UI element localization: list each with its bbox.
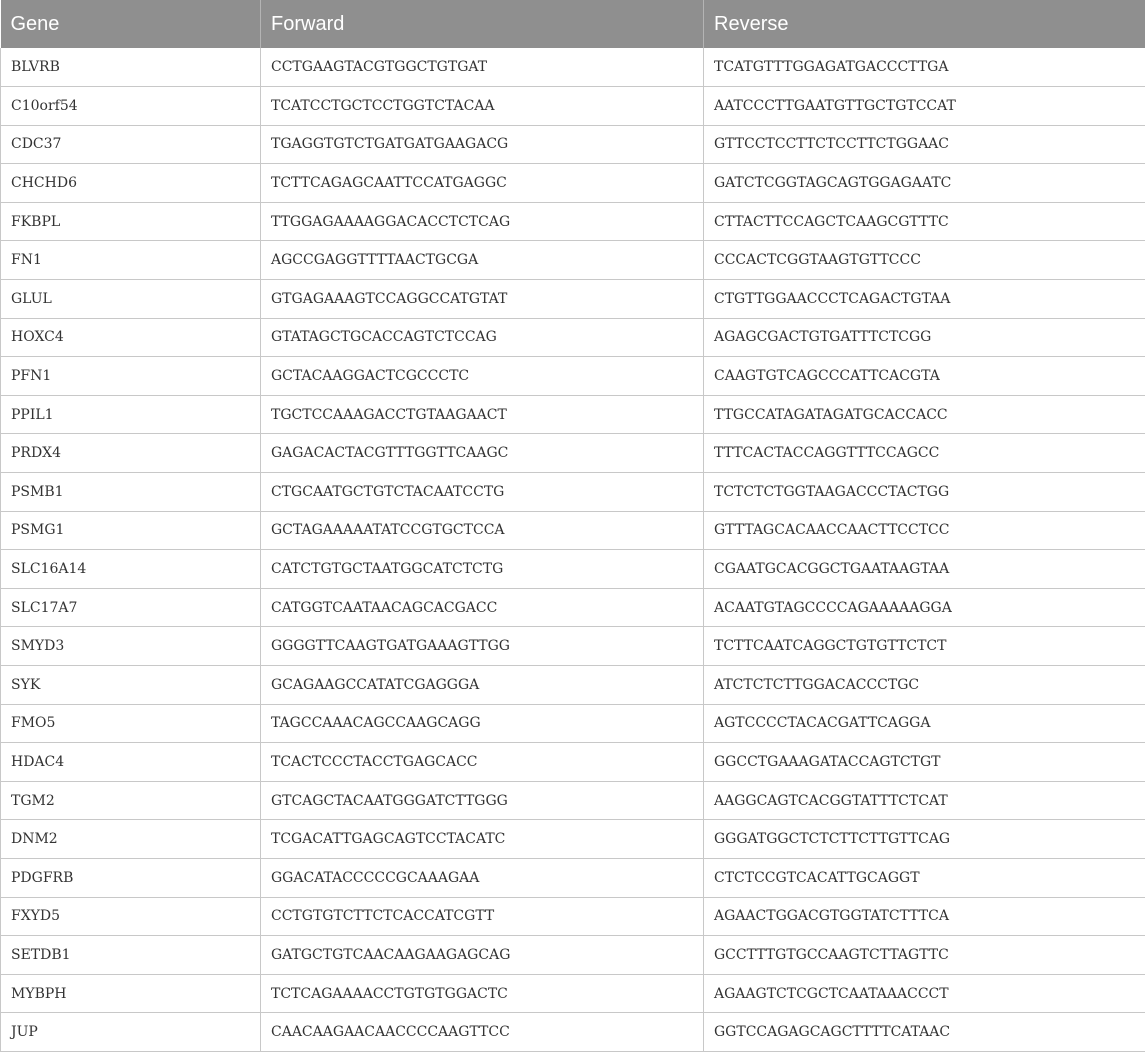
forward-primer-cell: GGGGTTCAAGTGATGAAAGTTGG [261, 627, 704, 666]
forward-primer-cell: TGAGGTGTCTGATGATGAAGACG [261, 125, 704, 164]
forward-primer-cell: TTGGAGAAAAGGACACCTCTCAG [261, 202, 704, 241]
table-row [1, 434, 1145, 473]
forward-primer-cell: CAACAAGAACAACCCCAAGTTCC [261, 1013, 704, 1052]
reverse-primer-cell: ACAATGTAGCCCCAGAAAAAGGA [704, 588, 1145, 627]
table-body [1, 48, 1145, 1051]
reverse-primer-cell: TTTCACTACCAGGTTTCCAGCC [704, 434, 1145, 473]
reverse-primer-cell: GTTTAGCACAACCAACTTCCTCC [704, 511, 1145, 550]
gene-cell: PDGFRB [1, 858, 261, 897]
reverse-primer-cell: GCCTTTGTGCCAAGTCTTAGTTC [704, 936, 1145, 975]
forward-primer-cell: TCTTCAGAGCAATTCCATGAGGC [261, 164, 704, 203]
gene-cell: MYBPH [1, 974, 261, 1013]
table-row [1, 473, 1145, 512]
reverse-primer-cell: CTCTCCGTCACATTGCAGGT [704, 858, 1145, 897]
reverse-primer-cell: AGAGCGACTGTGATTTCTCGG [704, 318, 1145, 357]
table-row [1, 666, 1145, 705]
gene-cell: FKBPL [1, 202, 261, 241]
table-row [1, 820, 1145, 859]
table-row [1, 241, 1145, 280]
forward-primer-cell: GTATAGCTGCACCAGTCTCCAG [261, 318, 704, 357]
table-row [1, 936, 1145, 975]
reverse-primer-cell: AGAAGTCTCGCTCAATAAACCCT [704, 974, 1145, 1013]
forward-primer-cell: GAGACACTACGTTTGGTTCAAGC [261, 434, 704, 473]
reverse-primer-cell: GGTCCAGAGCAGCTTTTCATAAC [704, 1013, 1145, 1052]
table-row [1, 280, 1145, 319]
forward-primer-cell: GCTACAAGGACTCGCCCTC [261, 357, 704, 396]
gene-cell: PSMG1 [1, 511, 261, 550]
reverse-primer-cell: CCCACTCGGTAAGTGTTCCC [704, 241, 1145, 280]
table-row [1, 627, 1145, 666]
gene-cell: FXYD5 [1, 897, 261, 936]
gene-cell: PSMB1 [1, 473, 261, 512]
table-row [1, 318, 1145, 357]
table-row [1, 974, 1145, 1013]
gene-cell: FN1 [1, 241, 261, 280]
forward-primer-cell: AGCCGAGGTTTTAACTGCGA [261, 241, 704, 280]
table-row [1, 704, 1145, 743]
table-row [1, 781, 1145, 820]
gene-cell: SYK [1, 666, 261, 705]
gene-cell: HOXC4 [1, 318, 261, 357]
reverse-primer-cell: TCTCTCTGGTAAGACCCTACTGG [704, 473, 1145, 512]
reverse-primer-cell: CTGTTGGAACCCTCAGACTGTAA [704, 280, 1145, 319]
reverse-primer-cell: AGAACTGGACGTGGTATCTTTCA [704, 897, 1145, 936]
gene-cell: SLC16A14 [1, 550, 261, 589]
gene-cell: GLUL [1, 280, 261, 319]
reverse-primer-cell: TCATGTTTGGAGATGACCCTTGA [704, 48, 1145, 87]
table-row [1, 395, 1145, 434]
table-row [1, 588, 1145, 627]
reverse-primer-cell: CAAGTGTCAGCCCATTCACGTA [704, 357, 1145, 396]
reverse-primer-cell: GGGATGGCTCTCTTCTTGTTCAG [704, 820, 1145, 859]
table-row [1, 87, 1145, 126]
gene-cell: SMYD3 [1, 627, 261, 666]
forward-primer-cell: TAGCCAAACAGCCAAGCAGG [261, 704, 704, 743]
gene-cell: BLVRB [1, 48, 261, 87]
reverse-primer-cell: CGAATGCACGGCTGAATAAGTAA [704, 550, 1145, 589]
forward-primer-cell: CCTGTGTCTTCTCACCATCGTT [261, 897, 704, 936]
forward-primer-cell: GTCAGCTACAATGGGATCTTGGG [261, 781, 704, 820]
forward-primer-cell: GCAGAAGCCATATCGAGGGA [261, 666, 704, 705]
gene-cell: SETDB1 [1, 936, 261, 975]
reverse-primer-cell: TCTTCAATCAGGCTGTGTTCTCT [704, 627, 1145, 666]
header-reverse: Reverse [704, 0, 1145, 48]
gene-cell: SLC17A7 [1, 588, 261, 627]
reverse-primer-cell: AAGGCAGTCACGGTATTTCTCAT [704, 781, 1145, 820]
reverse-primer-cell: CTTACTTCCAGCTCAAGCGTTTC [704, 202, 1145, 241]
forward-primer-cell: TGCTCCAAAGACCTGTAAGAACT [261, 395, 704, 434]
table-row [1, 511, 1145, 550]
table-row [1, 125, 1145, 164]
header-row [1, 0, 1145, 48]
forward-primer-cell: GATGCTGTCAACAAGAAGAGCAG [261, 936, 704, 975]
forward-primer-cell: CTGCAATGCTGTCTACAATCCTG [261, 473, 704, 512]
forward-primer-cell: CATGGTCAATAACAGCACGACC [261, 588, 704, 627]
table-row [1, 202, 1145, 241]
gene-cell: DNM2 [1, 820, 261, 859]
gene-cell: JUP [1, 1013, 261, 1052]
reverse-primer-cell: GGCCTGAAAGATACCAGTCTGT [704, 743, 1145, 782]
forward-primer-cell: TCACTCCCTACCTGAGCACC [261, 743, 704, 782]
header-gene: Gene [1, 0, 261, 48]
gene-cell: FMO5 [1, 704, 261, 743]
table-row [1, 897, 1145, 936]
reverse-primer-cell: TTGCCATAGATAGATGCACCACC [704, 395, 1145, 434]
forward-primer-cell: TCATCCTGCTCCTGGTCTACAA [261, 87, 704, 126]
gene-cell: HDAC4 [1, 743, 261, 782]
forward-primer-cell: GGACATACCCCCGCAAAGAA [261, 858, 704, 897]
forward-primer-cell: CCTGAAGTACGTGGCTGTGAT [261, 48, 704, 87]
table-row [1, 48, 1145, 87]
gene-cell: TGM2 [1, 781, 261, 820]
reverse-primer-cell: GTTCCTCCTTCTCCTTCTGGAAC [704, 125, 1145, 164]
header-forward: Forward [261, 0, 704, 48]
table-row [1, 164, 1145, 203]
gene-cell: PRDX4 [1, 434, 261, 473]
gene-cell: CHCHD6 [1, 164, 261, 203]
forward-primer-cell: TCGACATTGAGCAGTCCTACATC [261, 820, 704, 859]
gene-cell: C10orf54 [1, 87, 261, 126]
forward-primer-cell: GTGAGAAAGTCCAGGCCATGTAT [261, 280, 704, 319]
gene-cell: PPIL1 [1, 395, 261, 434]
table-row [1, 858, 1145, 897]
reverse-primer-cell: ATCTCTCTTGGACACCCTGC [704, 666, 1145, 705]
gene-cell: PFN1 [1, 357, 261, 396]
reverse-primer-cell: AATCCCTTGAATGTTGCTGTCCAT [704, 87, 1145, 126]
table-row [1, 357, 1145, 396]
forward-primer-cell: GCTAGAAAAATATCCGTGCTCCA [261, 511, 704, 550]
gene-cell: CDC37 [1, 125, 261, 164]
forward-primer-cell: TCTCAGAAAACCTGTGTGGACTC [261, 974, 704, 1013]
table-row [1, 743, 1145, 782]
table-header [1, 0, 1145, 48]
reverse-primer-cell: GATCTCGGTAGCAGTGGAGAATC [704, 164, 1145, 203]
table-row [1, 1013, 1145, 1052]
reverse-primer-cell: AGTCCCCTACACGATTCAGGA [704, 704, 1145, 743]
table-row [1, 550, 1145, 589]
forward-primer-cell: CATCTGTGCTAATGGCATCTCTG [261, 550, 704, 589]
